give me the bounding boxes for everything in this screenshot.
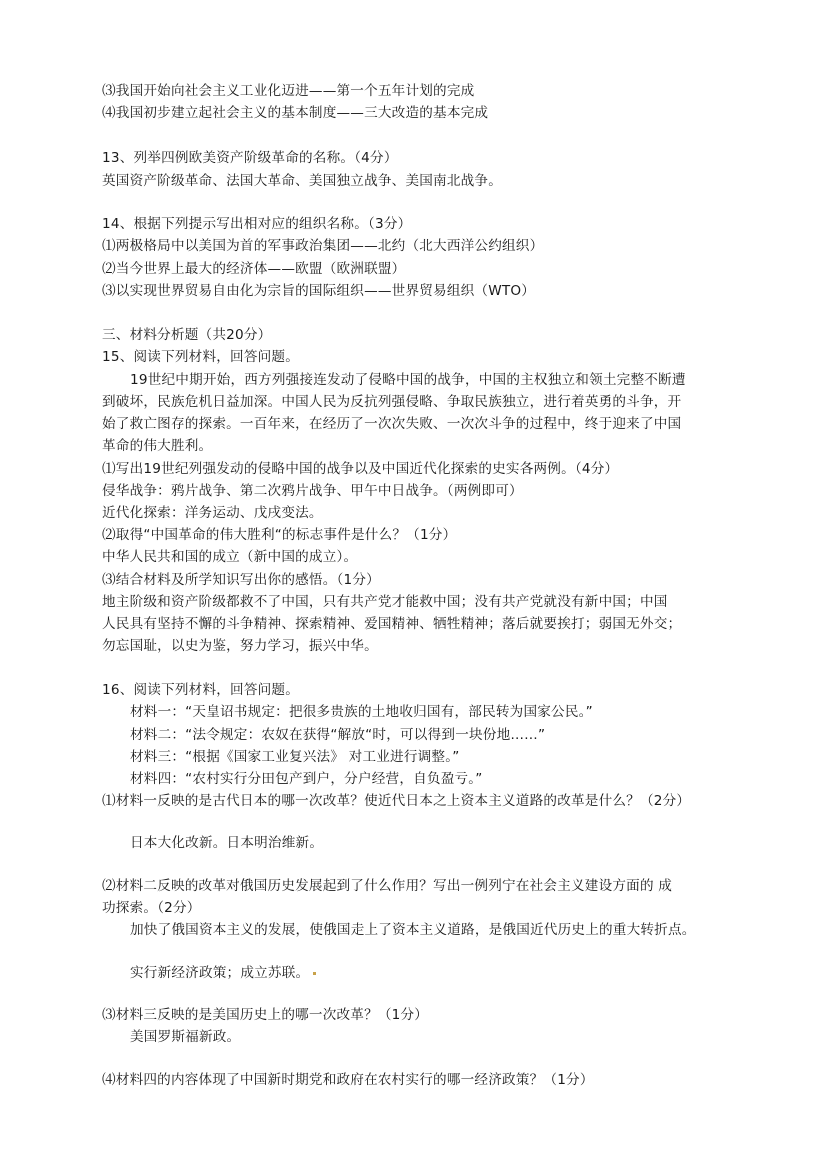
answer-line: 实行新经济政策；成立苏联。 bbox=[130, 965, 310, 981]
material-line: 材料二：“法令规定：农奴在获得“解放“时，可以得到一块份地……” bbox=[130, 727, 546, 743]
answer-line: 地主阶级和资产阶级都救不了中国，只有共产党才能救中国；没有共产党就没有新中国；中国 bbox=[102, 594, 668, 610]
sub-question: ⑵取得“中国革命的伟大胜利“的标志事件是什么？（1分） bbox=[102, 527, 457, 543]
answer-line: 美国罗斯福新政。 bbox=[130, 1029, 241, 1045]
answer-line: 侵华战争：鸦片战争、第二次鸦片战争、甲午中日战争。（两例即可） bbox=[102, 483, 523, 499]
stray-mark bbox=[313, 972, 316, 975]
answer-line: 日本大化改新。日本明治维新。 bbox=[130, 835, 324, 851]
answer-line-wrap bbox=[130, 963, 316, 983]
answer-line: 人民具有坚持不懈的斗争精神、探索精神、爱国精神、牺牲精神；落后就要挨打；弱国无外交； bbox=[102, 616, 682, 632]
sub-question: ⑶材料三反映的是美国历史上的哪一次改革？（1分） bbox=[102, 1007, 429, 1023]
material-text: 始了救亡图存的探索。一百年来，在经历了一次次失败、一次次斗争的过程中，终于迎来了中国 bbox=[102, 416, 682, 432]
question-14: 14、根据下列提示写出相对应的组织名称。（3分） bbox=[102, 216, 412, 232]
material-line: 材料一：“天皇诏书规定：把很多贵族的土地收归国有，部民转为国家公民。” bbox=[130, 704, 593, 720]
question-13: 13、列举四例欧美资产阶级革命的名称。（4分） bbox=[102, 150, 398, 166]
material-line: 材料四：“农村实行分田包产到户，分户经营，自负盈亏。” bbox=[130, 771, 483, 787]
answer-line: ⑷我国初步建立起社会主义的基本制度——三大改造的基本完成 bbox=[102, 105, 489, 121]
question-15: 15、阅读下列材料，回答问题。 bbox=[102, 349, 300, 365]
answer-line: 中华人民共和国的成立（新中国的成立）。 bbox=[102, 549, 358, 565]
sub-question: ⑴写出19世纪列强发动的侵略中国的战争以及中国近代化探索的史实各两例。（4分） bbox=[102, 461, 619, 477]
answer-line: 英国资产阶级革命、法国大革命、美国独立战争、美国南北战争。 bbox=[102, 173, 503, 189]
material-line: 材料三：“根据《国家工业复兴法》 对工业进行调整。” bbox=[130, 749, 460, 765]
answer-line: 加快了俄国资本主义的发展，使俄国走上了资本主义道路，是俄国近代历史上的重大转折点。 bbox=[130, 922, 696, 938]
answer-line: ⑶以实现世界贸易自由化为宗旨的国际组织——世界贸易组织（WTO） bbox=[102, 283, 536, 299]
answer-line: 勿忘国耻，以史为鉴，努力学习，振兴中华。 bbox=[102, 638, 378, 654]
material-text: 革命的伟大胜利。 bbox=[102, 438, 213, 454]
answer-line: ⑵当今世界上最大的经济体——欧盟（欧洲联盟） bbox=[102, 261, 406, 277]
question-16: 16、阅读下列材料，回答问题。 bbox=[102, 682, 300, 698]
sub-question: ⑷材料四的内容体现了中国新时期党和政府在农村实行的哪一经济政策？（1分） bbox=[102, 1072, 594, 1088]
answer-line: ⑶我国开始向社会主义工业化迈进——第一个五年计划的完成 bbox=[102, 83, 475, 99]
section-heading: 三、材料分析题（共20分） bbox=[102, 327, 272, 343]
material-text: 19世纪中期开始，西方列强接连发动了侵略中国的战争，中国的主权独立和领土完整不断遭 bbox=[130, 372, 686, 388]
sub-question: ⑵材料二反映的改革对俄国历史发展起到了什么作用？写出一例列宁在社会主义建设方面的 成 bbox=[102, 878, 673, 894]
answer-line: ⑴两极格局中以美国为首的军事政治集团——北约（北大西洋公约组织） bbox=[102, 238, 544, 254]
sub-question: ⑴材料一反映的是古代日本的哪一次改革？使近代日本之上资本主义道路的改革是什么？（2分） bbox=[102, 793, 691, 809]
sub-question: ⑶结合材料及所学知识写出你的感悟。（1分） bbox=[102, 572, 380, 588]
material-text: 到破坏，民族危机日益加深。中国人民为反抗列强侵略、争取民族独立，进行着英勇的斗争，开 bbox=[102, 394, 682, 410]
answer-line: 近代化探索：洋务运动、戊戌变法。 bbox=[102, 505, 323, 521]
sub-question: 功探索。（2分） bbox=[102, 900, 201, 916]
